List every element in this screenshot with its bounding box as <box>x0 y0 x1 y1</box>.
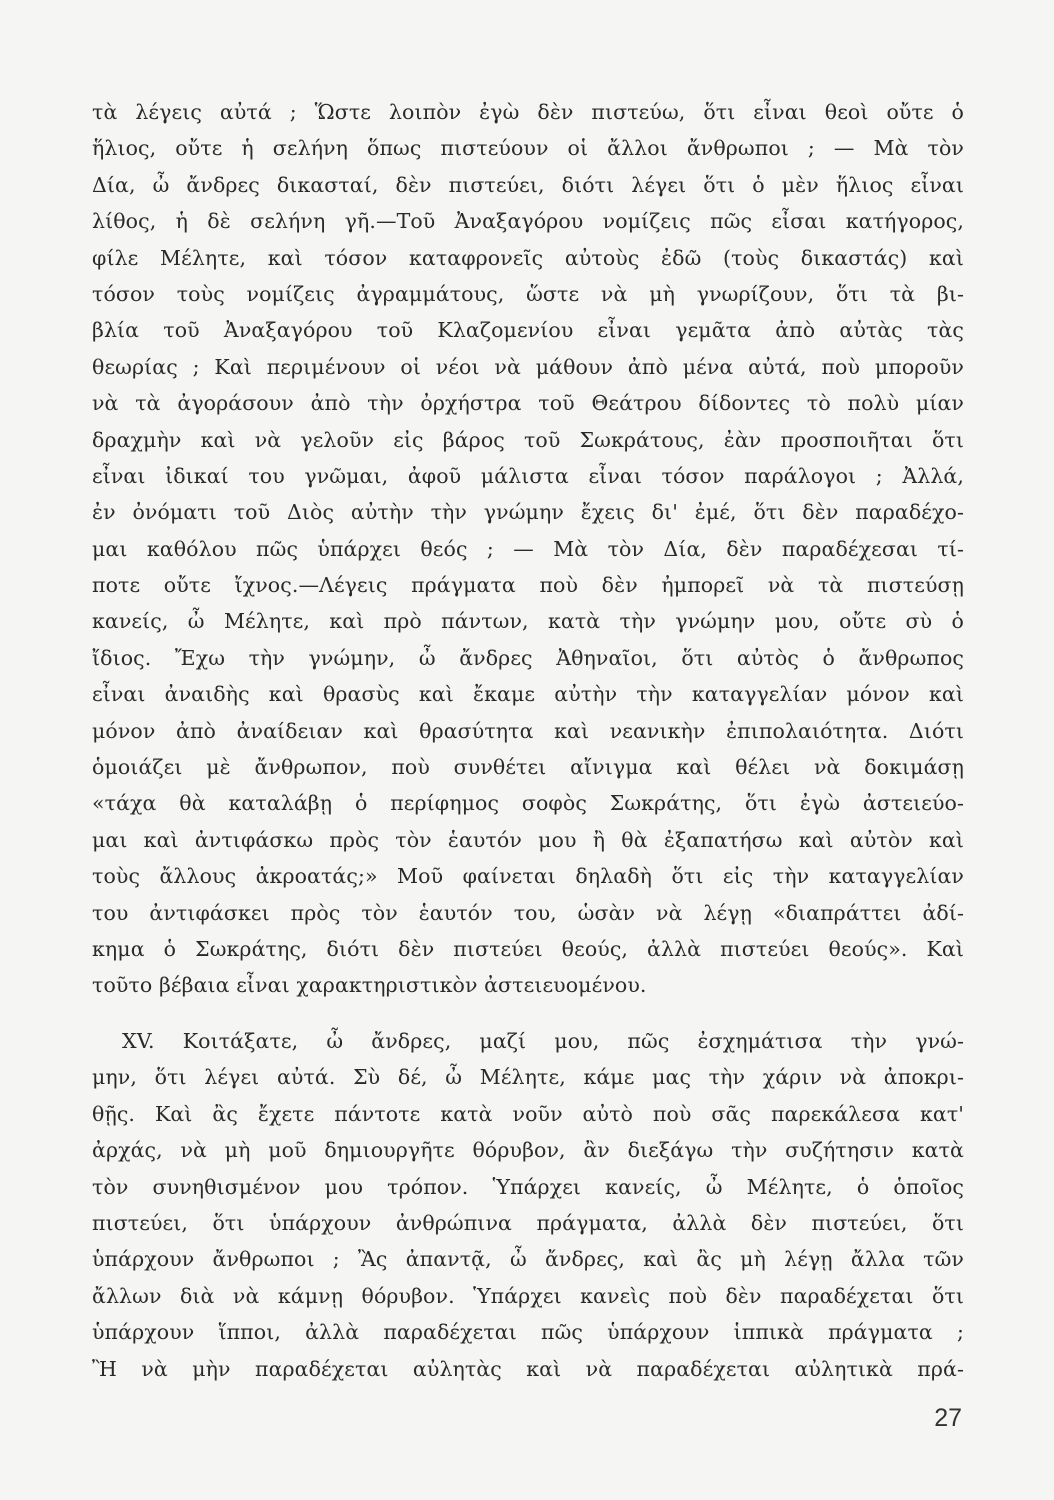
text-line: του ἀντιφάσκει πρὸς τὸν ἑαυτόν του, ὡσὰν νὰ λέγῃ «διαπράττει ἀδί- <box>92 900 964 925</box>
text-line: ἄλλων διὰ νὰ κάμνῃ θόρυβον. Ὑπάρχει κανεὶς ποὺ δὲν παραδέχεται ὅτι <box>92 1283 964 1308</box>
text-line: τόσον τοὺς νομίζεις ἀγραμμάτους, ὥστε νὰ μὴ γνωρίζουν, ὅτι τὰ βι- <box>92 281 964 306</box>
text-line: ἴδιος. Ἔχω τὴν γνώμην, ὦ ἄνδρες Ἀθηναῖοι, ὅτι αὐτὸς ὁ ἄνθρωπος <box>92 645 964 670</box>
text-line: πιστεύει, ὅτι ὑπάρχουν ἀνθρώπινα πράγματα, ἀλλὰ δὲν πιστεύει, ὅτι <box>92 1210 964 1235</box>
text-line: ποτε οὔτε ἴχνος.—Λέγεις πράγματα ποὺ δὲν ἠμπορεῖ νὰ τὰ πιστεύσῃ <box>92 573 964 598</box>
text-line: XV. Κοιτάξατε, ὦ ἄνδρες, μαζί μου, πῶς ἐσχημάτισα τὴν γνώ- <box>122 1029 964 1053</box>
text-line: τὸν συνηθισμένον μου τρόπον. Ὑπάρχει κανείς, ὦ Μέλητε, ὁ ὁποῖος <box>92 1174 964 1199</box>
text-line: νὰ τὰ ἀγοράσουν ἀπὸ τὴν ὀρχήστρα τοῦ Θεάτρου δίδοντες τὸ πολὺ μίαν <box>92 391 964 416</box>
text-line: θεωρίας ; Καὶ περιμένουν οἱ νέοι νὰ μάθουν ἀπὸ μένα αὐτά, ποὺ μποροῦν <box>92 354 964 379</box>
text-line: ἥλιος, οὔτε ἡ σελήνη ὅπως πιστεύουν οἱ ἄλλοι ἄνθρωποι ; — Μὰ τὸν <box>92 136 964 161</box>
text-line: Δία, ὦ ἄνδρες δικασταί, δὲν πιστεύει, διότι λέγει ὅτι ὁ μὲν ἥλιος εἶναι <box>92 172 964 197</box>
paragraph-1 <box>92 94 964 1004</box>
text-line: τὰ λέγεις αὐτά ; Ὥστε λοιπὸν ἐγὼ δὲν πιστεύω, ὅτι εἶναι θεοὶ οὔτε ὁ <box>92 100 964 124</box>
text-line: μόνον ἀπὸ ἀναίδειαν καὶ θρασύτητα καὶ νεανικὴν ἐπιπολαιότητα. Διότι <box>92 718 964 743</box>
text-line: ὑπάρχουν ἵπποι, ἀλλὰ παραδέχεται πῶς ὑπάρχουν ἱππικὰ πράγματα ; <box>92 1320 964 1345</box>
text-line: μην, ὅτι λέγει αὐτά. Σὺ δέ, ὦ Μέλητε, κάμε μας τὴν χάριν νὰ ἀποκρι- <box>92 1065 964 1090</box>
text-line: μαι καθόλου πῶς ὑπάρχει θεός ; — Μὰ τὸν Δία, δὲν παραδέχεσαι τί- <box>92 536 964 561</box>
text-line: τοὺς ἄλλους ἀκροατάς;» Μοῦ φαίνεται δηλαδὴ ὅτι εἰς τὴν καταγγελίαν <box>92 864 964 889</box>
text-line: εἶναι ἰδικαί του γνῶμαι, ἀφοῦ μάλιστα εἶναι τόσον παράλογοι ; Ἀλλά, <box>92 463 964 488</box>
text-line: κημα ὁ Σωκράτης, διότι δὲν πιστεύει θεούς, ἀλλὰ πιστεύει θεούς». Καὶ <box>92 936 964 961</box>
text-line: μαι καὶ ἀντιφάσκω πρὸς τὸν ἑαυτόν μου ἢ θὰ ἐξαπατήσω καὶ αὐτὸν καὶ <box>92 827 964 852</box>
page-number: 27 <box>934 1404 962 1432</box>
text-line: κανείς, ὦ Μέλητε, καὶ πρὸ πάντων, κατὰ τὴν γνώμην μου, οὔτε σὺ ὁ <box>92 609 964 634</box>
text-line: Ἢ νὰ μὴν παραδέχεται αὐλητὰς καὶ νὰ παραδέχεται αὐλητικὰ πρά- <box>92 1356 964 1381</box>
text-line: φίλε Μέλητε, καὶ τόσον καταφρονεῖς αὐτοὺς ἐδῶ (τοὺς δικαστάς) καὶ <box>92 245 964 270</box>
text-line: ὑπάρχουν ἄνθρωποι ; Ἂς ἀπαντᾷ, ὦ ἄνδρες, καὶ ἂς μὴ λέγῃ ἄλλα τῶν <box>92 1247 964 1272</box>
text-line: ἀρχάς, νὰ μὴ μοῦ δημιουργῆτε θόρυβον, ἂν διεξάγω τὴν συζήτησιν κατὰ <box>92 1138 964 1163</box>
paragraph-2 <box>92 1023 964 1387</box>
text-line: λίθος, ἡ δὲ σελήνη γῆ.—Τοῦ Ἀναξαγόρου νομίζεις πῶς εἶσαι κατήγορος, <box>92 209 964 234</box>
text-line: «τάχα θὰ καταλάβῃ ὁ περίφημος σοφὸς Σωκράτης, ὅτι ἐγὼ ἀστειεύο- <box>92 791 964 816</box>
text-line: θῇς. Καὶ ἂς ἔχετε πάντοτε κατὰ νοῦν αὐτὸ ποὺ σᾶς παρεκάλεσα κατ' <box>92 1101 964 1126</box>
text-line: ἐν ὀνόματι τοῦ Διὸς αὐτὴν τὴν γνώμην ἔχεις δι' ἐμέ, ὅτι δὲν παραδέχο- <box>92 500 964 525</box>
text-line: δραχμὴν καὶ νὰ γελοῦν εἰς βάρος τοῦ Σωκράτους, ἐὰν προσποιῆται ὅτι <box>92 427 964 452</box>
text-line: βλία τοῦ Ἀναξαγόρου τοῦ Κλαζομενίου εἶναι γεμᾶτα ἀπὸ αὐτὰς τὰς <box>92 318 964 343</box>
text-line: τοῦτο βέβαια εἶναι χαρακτηριστικὸν ἀστειευομένου. <box>92 973 647 998</box>
text-line: ὁμοιάζει μὲ ἄνθρωπον, ποὺ συνθέτει αἴνιγμα καὶ θέλει νὰ δοκιμάσῃ <box>92 755 964 780</box>
text-line: εἶναι ἀναιδὴς καὶ θρασὺς καὶ ἔκαμε αὐτὴν τὴν καταγγελίαν μόνον καὶ <box>92 682 964 707</box>
